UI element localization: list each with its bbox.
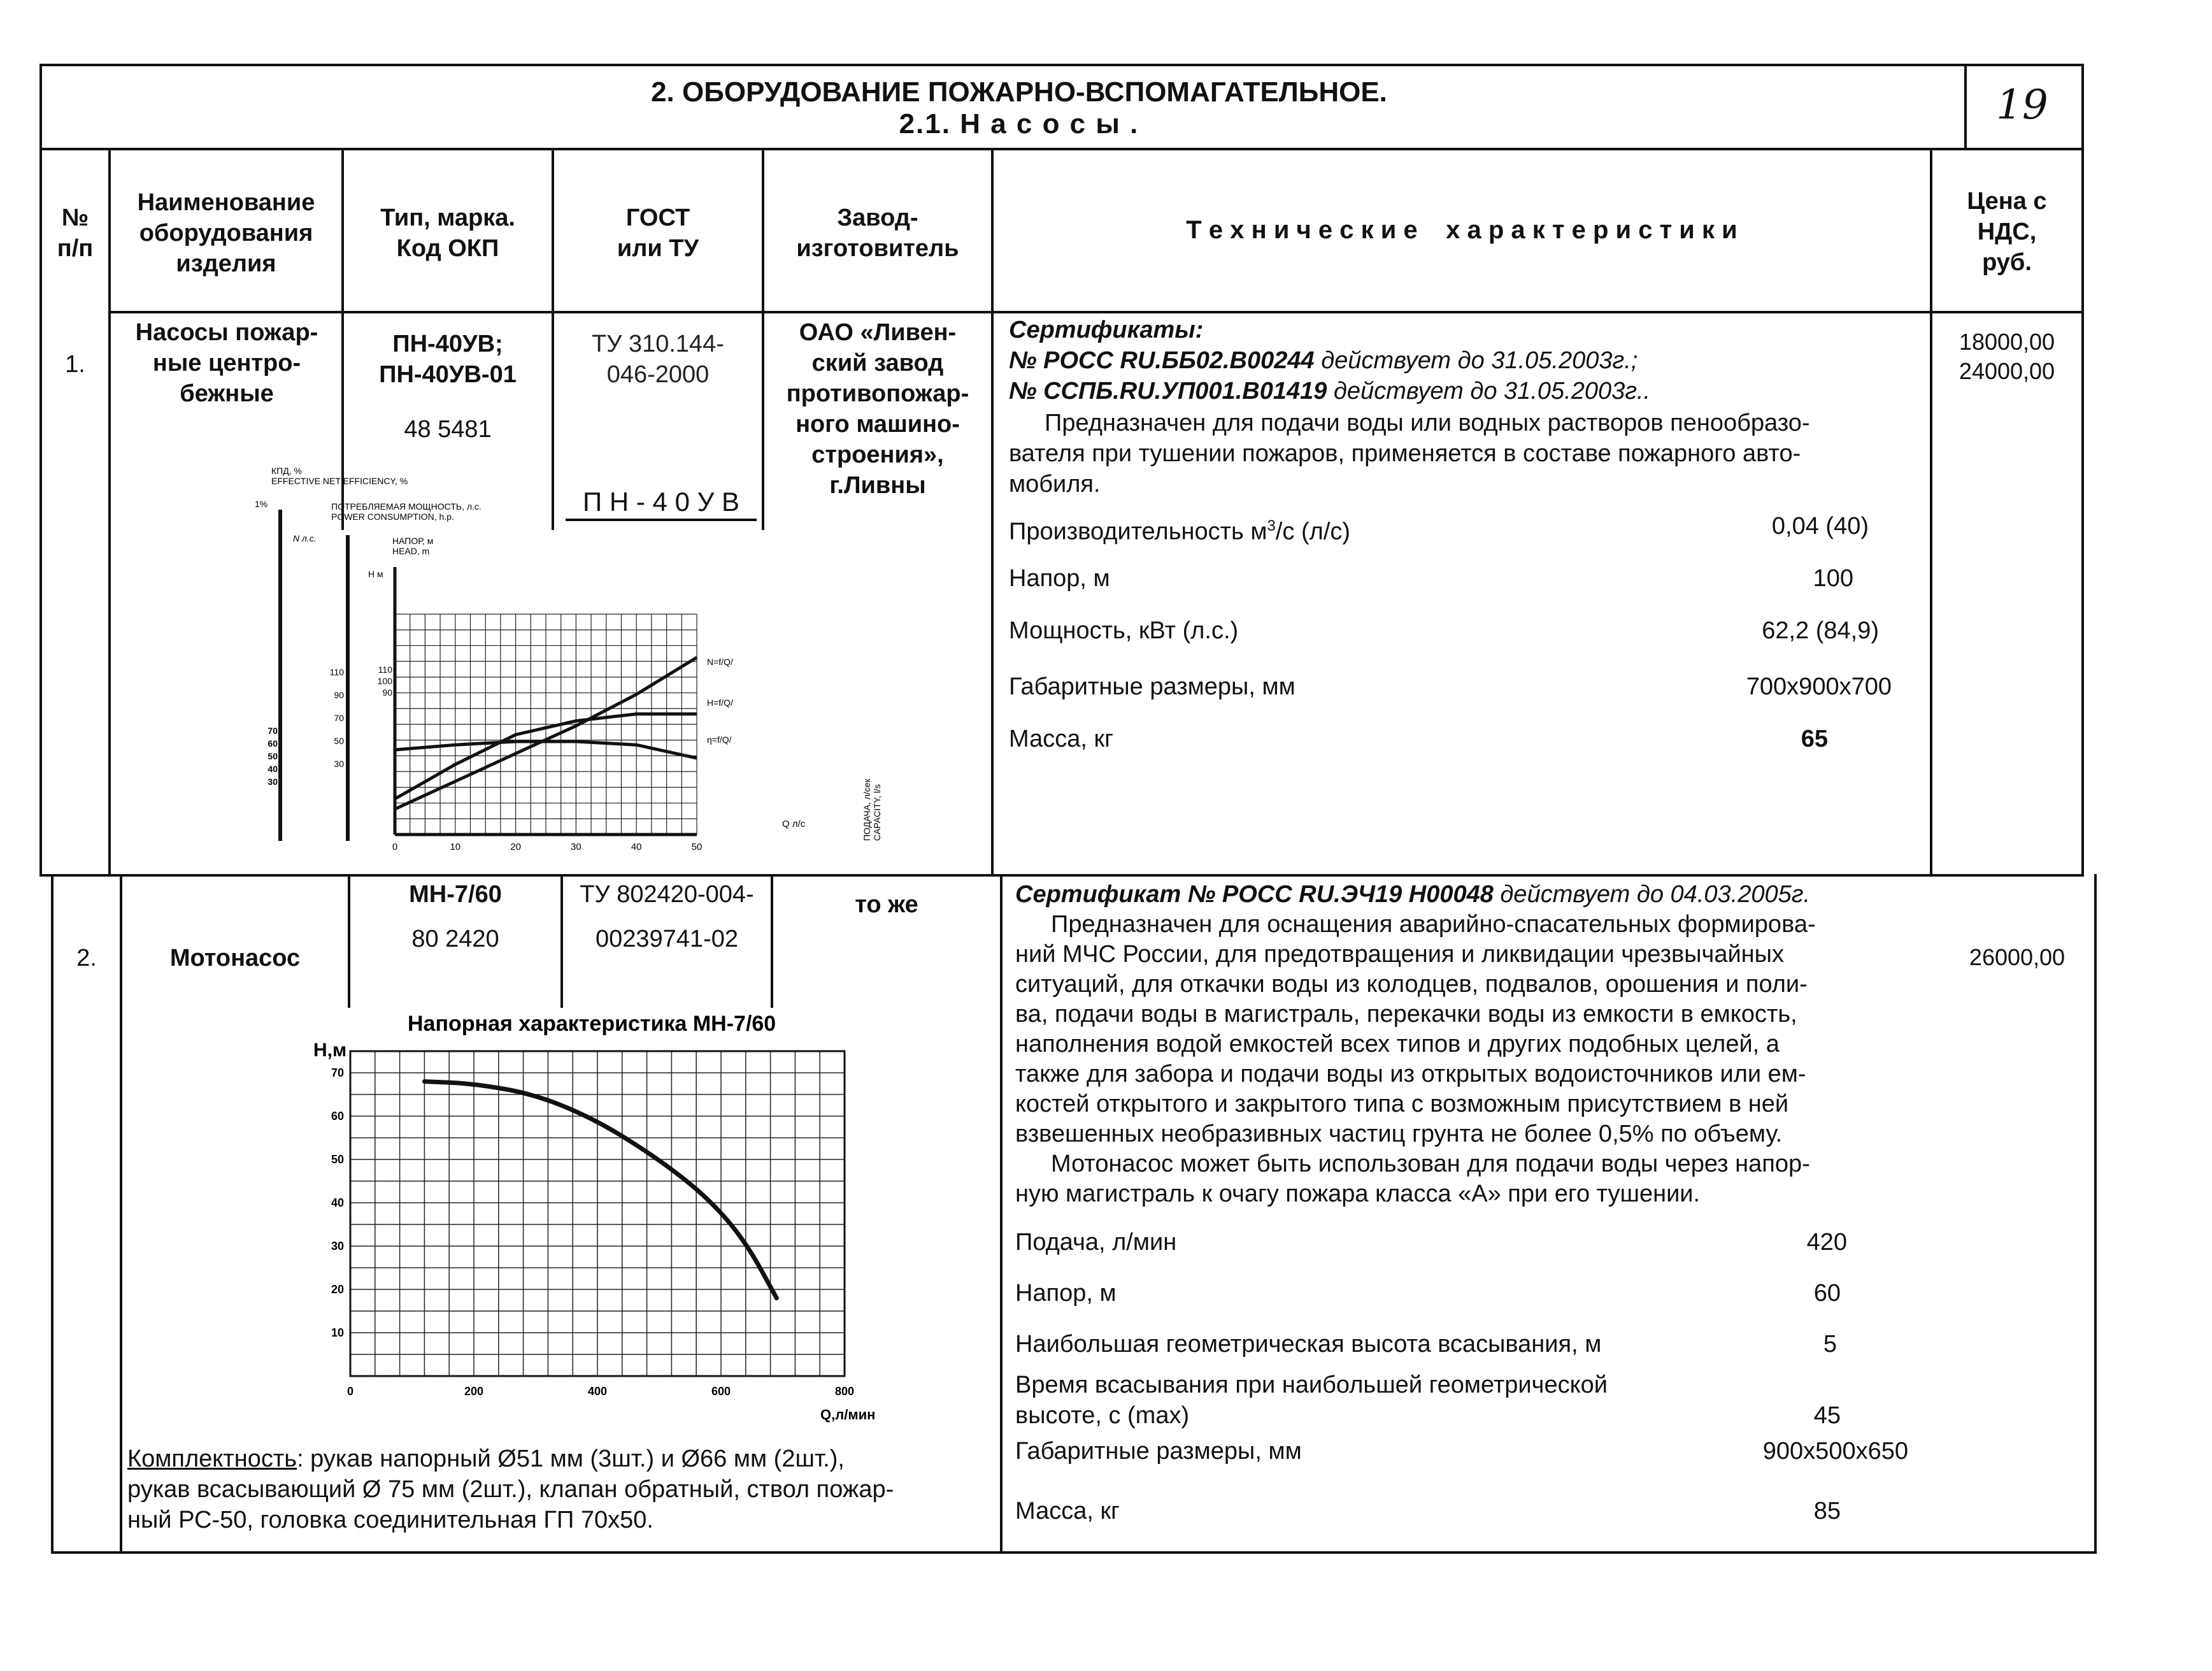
svg-text:POWER CONSUMPTION, h.p.: POWER CONSUMPTION, h.p. [331,512,454,522]
row1-num: 1. [65,351,85,378]
spec-value: 900х500х650 [1762,1438,1908,1465]
y-tick-label: 30 [331,1240,344,1252]
row2-maker: то же [855,891,918,918]
head-tick-label: 110 [378,664,392,675]
efficiency-tick-label: 50 [268,751,278,761]
row1-gost: ТУ 310.144- 046-2000 [592,331,724,388]
spec-label: Габаритные размеры, мм [1015,1438,1302,1465]
spec-label: Время всасывания при наибольшей геометрической высоте, с (max) [1015,1372,1608,1429]
spec-label: Масса, кг [1015,1498,1120,1524]
y-tick-label: 50 [331,1153,344,1166]
power-tick-label: 70 [334,713,344,723]
row1-maker: ОАО «Ливен- ский завод противопожар- ного машино- строения», г.Ливны [786,319,969,499]
x-tick-label: 30 [571,842,582,852]
x-tick-label: 600 [711,1385,731,1398]
col-header-price: Цена с НДС, руб. [1967,188,2047,276]
row2-type: МН-7/60 [409,881,502,908]
col-header-tech: Т е х н и ч е с к и е х а р а к т е р и с т и к и [1186,216,1737,244]
row1-type: ПН-40УВ; ПН-40УВ-01 [379,331,517,388]
x-tick-label: 50 [691,842,703,852]
x-tick-label: 800 [834,1385,855,1398]
head-curve-line [424,1082,776,1298]
spec-value: 100 [1813,565,1853,592]
row1-description: Предназначен для подачи воды или водных растворов пенообразо- вателя при тушении пожаров, применяется в составе пожарного авто- мобиля. [1009,410,1810,498]
svg-text:Н м: Н м [368,569,383,579]
row2-cert: Сертификат № РОСС RU.ЭЧ19 Н00048 действует до 04.03.2005г. [1015,881,1811,908]
chart2-title: Напорная характеристика МН-7/60 [408,1012,776,1036]
x-tick-label: 10 [450,842,461,852]
chart2-ylabel: Н,м [313,1040,347,1061]
power-tick-label: 90 [334,690,344,700]
spec-label: Подача, л/мин [1015,1229,1177,1256]
row2-kit: Комплектность: рукав напорный Ø51 мм (3шт.) и Ø66 мм (2шт.), рукав всасывающий Ø 75 мм (2шт.), клапан обратный, ствол пожар- ный РС-50, головка соединительная ГП 70х50. [127,1445,894,1533]
efficiency-tick-label: 60 [268,738,278,749]
row1-prices: 18000,00 24000,00 [1959,329,2055,384]
section-title: 2. ОБОРУДОВАНИЕ ПОЖАРНО-ВСПОМАГАТЕЛЬНОЕ. [651,76,1387,108]
col-header-type: Тип, марка. Код ОКП [380,204,515,262]
svg-text:HEAD, m: HEAD, m [392,546,430,556]
spec-label: Напор, м [1015,1280,1117,1307]
page-number: 19 [1996,82,2048,129]
pump-characteristic-chart [255,459,882,860]
spec-label: Наибольшая геометрическая высота всасывания, м [1015,1331,1602,1358]
row1-cert-1: № РОСС RU.ББ02.В00244 действует до 31.05.2003г.; [1009,347,1638,374]
head-tick-label: 90 [382,687,392,698]
spec-label: Габаритные размеры, мм [1009,673,1295,700]
x-tick-label: 0 [392,842,398,852]
y-tick-label: 70 [331,1066,344,1079]
spec-value: 0,04 (40) [1771,513,1869,540]
power-tick-label: 30 [334,759,344,769]
svg-text:ПОДАЧА, л/сек: ПОДАЧА, л/сек [862,778,872,841]
spec-label: Производительность $м^3/с$ (л/с) [1009,517,1351,545]
row1-okp: 48 5481 [404,416,492,443]
section-subtitle: 2.1. Н а с о с ы . [899,108,1139,140]
row1-cert-title: Сертификаты: [1009,317,1204,343]
head-curve-chart [306,1007,876,1427]
x-tick-label: 20 [510,842,521,852]
col-header-gost: ГОСТ или ТУ [617,204,699,262]
svg-text:N л.с.: N л.с. [293,533,317,543]
chart1-plot [268,510,733,852]
spec-value: 420 [1806,1229,1847,1256]
svg-text:EFFECTIVE NET EFFICIENCY, %: EFFECTIVE NET EFFICIENCY, % [271,476,408,486]
series-label: H=f/Q/ [707,698,733,708]
row1-name: Насосы пожар- ные центро- бежные [135,319,318,407]
efficiency-tick-label: 70 [268,726,278,736]
y-tick-label: 60 [331,1110,344,1122]
spec-value: 62,2 (84,9) [1762,617,1879,644]
chart2-plot [331,1051,854,1398]
row2-gost: ТУ 802420-004- 00239741-02 [580,881,754,952]
spec-value: 65 [1801,726,1828,752]
x-tick-label: 0 [346,1385,354,1398]
spec-value: 700х900х700 [1746,673,1892,700]
row2-price: 26000,00 [1969,944,2066,970]
row2-description: Предназначен для оснащения аварийно-спасательных формирова- ний МЧС России, для предотвращения и ликвидации чрезвычайных ситуаций, для откачки воды из колодцев, подвалов, орошения и поли- ва, подачи воды в магистраль, перекачки воды из емкости в емкость, наполнения водой емкостей всех типов и других подобных целей, а также для забора и подачи воды из открытых водоисточников или ем- костей открытого и закрытого типа с возможным присутствием в ней взвешенных необразивных частиц грунта не более 0,5% по объему. Мотонасос может быть использован для подачи воды через напор- ную магистраль к очагу пожара класса «А» при его тушении. [1015,911,1816,1207]
spec-value: 5 [1823,1331,1837,1358]
row2-name: Мотонасос [169,945,301,972]
spec-label: Напор, м [1009,565,1110,592]
svg-text:CAPACITY, l/s: CAPACITY, l/s [872,784,882,841]
spec-label: Мощность, кВт (л.с.) [1009,617,1239,644]
efficiency-tick-label: 40 [268,764,278,774]
spec-value: 45 [1813,1402,1841,1429]
col-header-maker: Завод- изготовитель [796,204,959,262]
y-tick-label: 40 [331,1196,344,1209]
svg-text:1%: 1% [255,499,268,509]
svg-text:Q л/с: Q л/с [782,819,806,829]
x-tick-label: 400 [587,1385,608,1398]
power-tick-label: 50 [334,736,344,746]
svg-text:ПОТРЕБЛЯЕМАЯ МОЩНОСТЬ, л.с.: ПОТРЕБЛЯЕМАЯ МОЩНОСТЬ, л.с. [331,501,482,512]
row2-okp: 80 2420 [411,926,499,952]
row2-num: 2. [76,945,97,972]
spec-label: Масса, кг [1009,726,1113,752]
series-label: N=f/Q/ [707,657,733,667]
y-tick-label: 10 [331,1326,344,1339]
col-header-num: № п/п [57,204,94,262]
y-tick-label: 20 [331,1283,344,1296]
power-tick-label: 110 [329,667,344,677]
series-label: η=f/Q/ [707,735,732,745]
svg-text:КПД, %: КПД, % [271,466,302,476]
model-label: П Н - 4 0 У В [566,485,757,521]
row1-cert-2: № ССПБ.RU.УП001.В01419 действует до 31.05.2003г.. [1009,378,1651,405]
x-tick-label: 40 [631,842,642,852]
x-tick-label: 200 [464,1385,484,1398]
head-tick-label: 100 [377,676,392,686]
spec-value: 60 [1813,1280,1841,1307]
col-header-name: Наименование оборудования изделия [137,189,315,277]
svg-text:НАПОР, м: НАПОР, м [392,536,434,546]
chart2-xlabel: Q,л/мин [820,1407,876,1423]
spec-value: 85 [1813,1498,1841,1524]
efficiency-tick-label: 30 [268,777,278,787]
